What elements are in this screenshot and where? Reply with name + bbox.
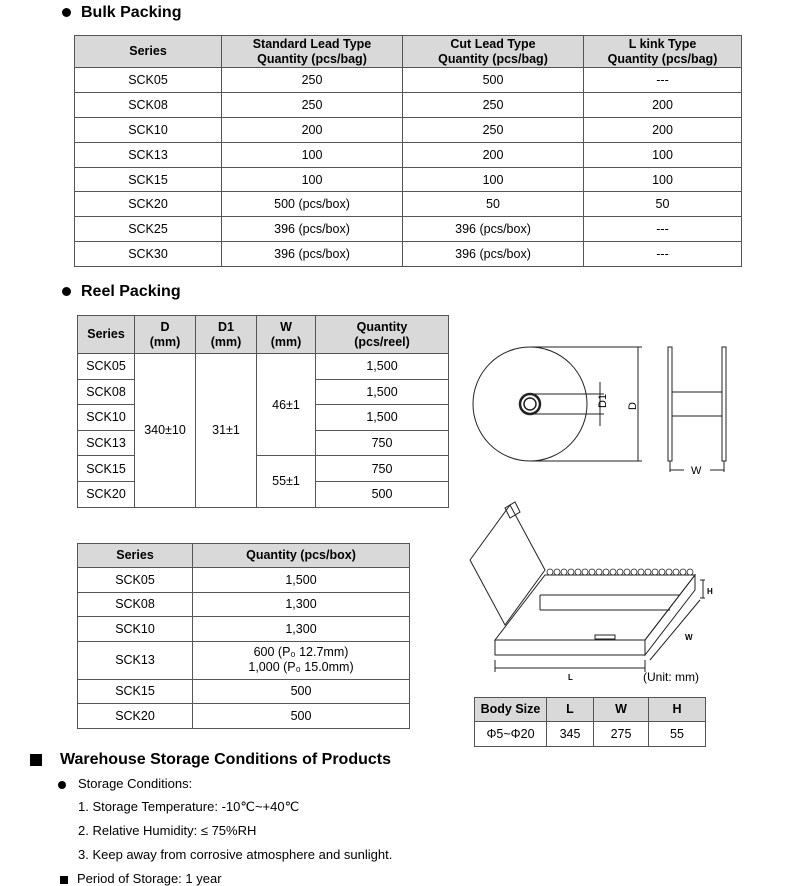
table-row: SCK05 1,500 [78, 568, 410, 593]
header-cut: Cut Lead Type Quantity (pcs/bag) [403, 36, 584, 68]
table-row: SCK15 55±1 750 [78, 456, 449, 482]
header-d1: D1 (mm) [196, 316, 257, 354]
table-row: SCK08 250 250 200 [75, 92, 742, 117]
header-qty: Quantity (pcs/reel) [316, 316, 449, 354]
w-label: W [691, 465, 702, 477]
storage-title: Warehouse Storage Conditions of Products [60, 751, 391, 768]
reel-packing-table [77, 315, 449, 508]
d-value: 340±10 [135, 354, 196, 508]
bullet-icon [62, 8, 71, 17]
header-series: Series [75, 36, 222, 68]
reel-packing-title: Reel Packing [81, 283, 181, 300]
table-header-row [75, 36, 742, 68]
table-header-row [78, 544, 410, 568]
storage-conditions-label: Storage Conditions: [58, 776, 192, 791]
header-qty: Quantity (pcs/box) [193, 544, 410, 568]
storage-item: 2. Relative Humidity: ≤ 75%RH [78, 823, 257, 838]
table-row: SCK20 500 (pcs/box) 50 50 [75, 192, 742, 217]
unit-label: (Unit: mm) [643, 670, 699, 684]
table-row: SCK13 100 200 100 [75, 142, 742, 167]
table-row: SCK15 100 100 100 [75, 167, 742, 192]
reel-core-side [672, 392, 722, 416]
storage-item: 1. Storage Temperature: -10℃~+40℃ [78, 799, 300, 814]
header-series: Series [78, 544, 193, 568]
box-diagram [460, 500, 730, 690]
reel-packing-heading [62, 283, 181, 301]
table-row: SCK08 1,300 [78, 592, 410, 617]
table-row: SCK05 250 500 --- [75, 68, 742, 93]
table-row: SCK10 200 250 200 [75, 117, 742, 142]
box-lid [470, 505, 545, 625]
header-series: Series [78, 316, 135, 354]
reel-diagram [460, 320, 760, 490]
reel-flange-right [722, 347, 726, 461]
bullet-icon [62, 287, 71, 296]
header-d: D (mm) [135, 316, 196, 354]
table-row: SCK10 1,500 [78, 405, 449, 431]
bulk-packing-table [74, 35, 742, 267]
header-standard: Standard Lead Type Quantity (pcs/bag) [222, 36, 403, 68]
d-label: D [627, 402, 639, 410]
w-value: 46±1 [257, 354, 316, 456]
box-packing-table [77, 543, 410, 729]
box-front [495, 640, 645, 655]
storage-item: 3. Keep away from corrosive atmosphere and sunlight. [78, 847, 393, 862]
table-row: SCK20 500 [78, 481, 449, 507]
table-row: SCK25 396 (pcs/box) 396 (pcs/box) --- [75, 217, 742, 242]
w-value: 55±1 [257, 456, 316, 507]
box-dimensions-table [474, 697, 706, 747]
header-w: W (mm) [257, 316, 316, 354]
table-row: SCK08 1,500 [78, 379, 449, 405]
d1-label: D1 [597, 393, 609, 408]
table-row: SCK13 750 [78, 430, 449, 456]
reel-outer-circle [473, 347, 587, 461]
table-row: SCK05 340±10 31±1 46±1 1,500 [78, 354, 449, 380]
reel-hub [520, 394, 540, 414]
storage-heading [30, 751, 391, 769]
h-label: H [707, 587, 713, 596]
square-bullet-icon [60, 876, 68, 884]
bullet-icon [58, 781, 66, 789]
table-row: SCK15 500 [78, 679, 410, 704]
table-row: SCK13 600 (P₀ 12.7mm) 1,000 (P₀ 15.0mm) [78, 641, 410, 679]
header-lkink: L kink Type Quantity (pcs/bag) [584, 36, 742, 68]
table-row: SCK30 396 (pcs/box) 396 (pcs/box) --- [75, 242, 742, 267]
box-capacitors [547, 569, 693, 575]
table-row: SCK20 500 [78, 704, 410, 729]
table-header-row: Body Size L W H [475, 698, 706, 722]
square-bullet-icon [30, 754, 42, 766]
l-label: L [568, 673, 573, 682]
bulk-packing-title: Bulk Packing [81, 4, 182, 21]
table-header-row [78, 316, 449, 354]
bulk-packing-heading [62, 4, 181, 22]
w-label: W [685, 633, 693, 642]
d1-value: 31±1 [196, 354, 257, 508]
box-top [495, 575, 695, 640]
reel-flange-left [668, 347, 672, 461]
table-row: SCK10 1,300 [78, 617, 410, 642]
storage-period: Period of Storage: 1 year [60, 871, 222, 886]
table-row: Φ5~Φ20 345 275 55 [475, 722, 706, 747]
